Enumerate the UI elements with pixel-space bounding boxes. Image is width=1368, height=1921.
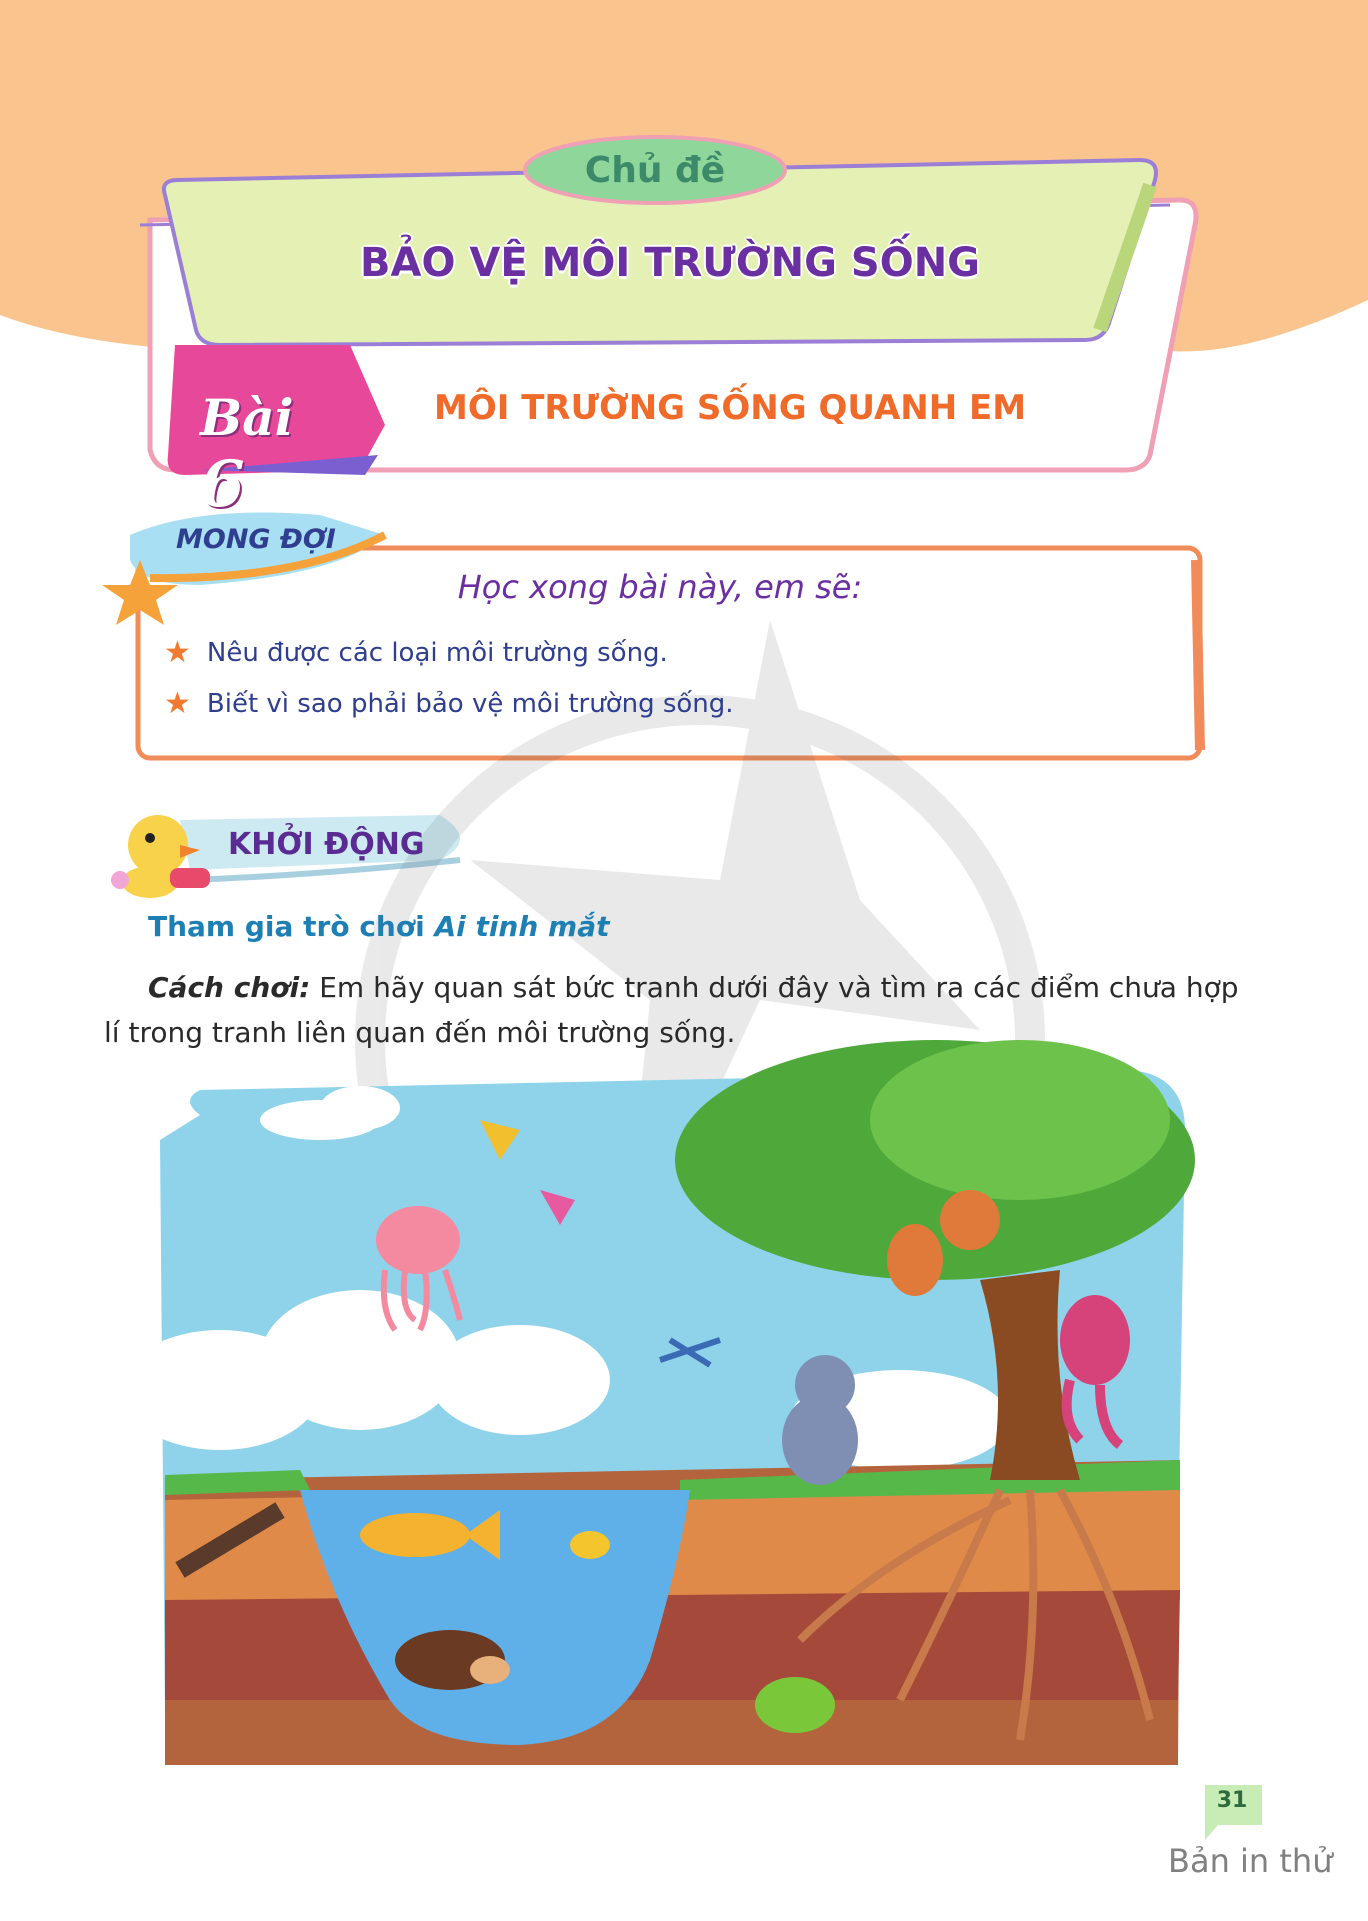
rules-text: Em hãy quan sát bức tranh dưới đây và tìm ra các điểm chưa hợp lí trong tranh liên quan đến môi trường sống. — [104, 971, 1239, 1049]
topic-label: Chủ đề — [584, 150, 726, 191]
lesson-title: MÔI TRƯỜNG SỐNG QUANH EM — [434, 388, 1027, 428]
objective-text: Biết vì sao phải bảo vệ môi trường sống. — [206, 688, 734, 719]
game-name: Ai tinh mắt — [434, 910, 610, 943]
objective-item — [164, 686, 734, 721]
objective-text: Nêu được các loại môi trường sống. — [206, 637, 668, 668]
game-rules — [104, 965, 1244, 1055]
game-title — [148, 910, 610, 943]
ecosystem-illustration — [120, 1040, 1195, 1765]
warmup-title: KHỞI ĐỘNG — [228, 827, 425, 862]
star-icon: ★ — [164, 635, 191, 670]
rules-label: Cách chơi: — [148, 971, 311, 1004]
lesson-word: Bài — [200, 388, 294, 447]
lesson-number: 6 — [200, 447, 245, 522]
topic-title: BẢO VỆ MÔI TRƯỜNG SỐNG — [360, 240, 980, 286]
frog-icon — [755, 1677, 835, 1733]
expectations-badge: MONG ĐỢI — [176, 524, 336, 555]
lesson-label — [200, 388, 350, 522]
star-icon: ★ — [164, 686, 191, 721]
expectations-intro: Học xong bài này, em sẽ: — [457, 568, 863, 606]
game-prefix: Tham gia trò chơi — [148, 910, 435, 943]
draft-label: Bản in thử — [1168, 1842, 1333, 1880]
bee-icon — [570, 1531, 610, 1559]
objective-item — [164, 635, 668, 670]
page-number: 31 — [1216, 1788, 1248, 1813]
